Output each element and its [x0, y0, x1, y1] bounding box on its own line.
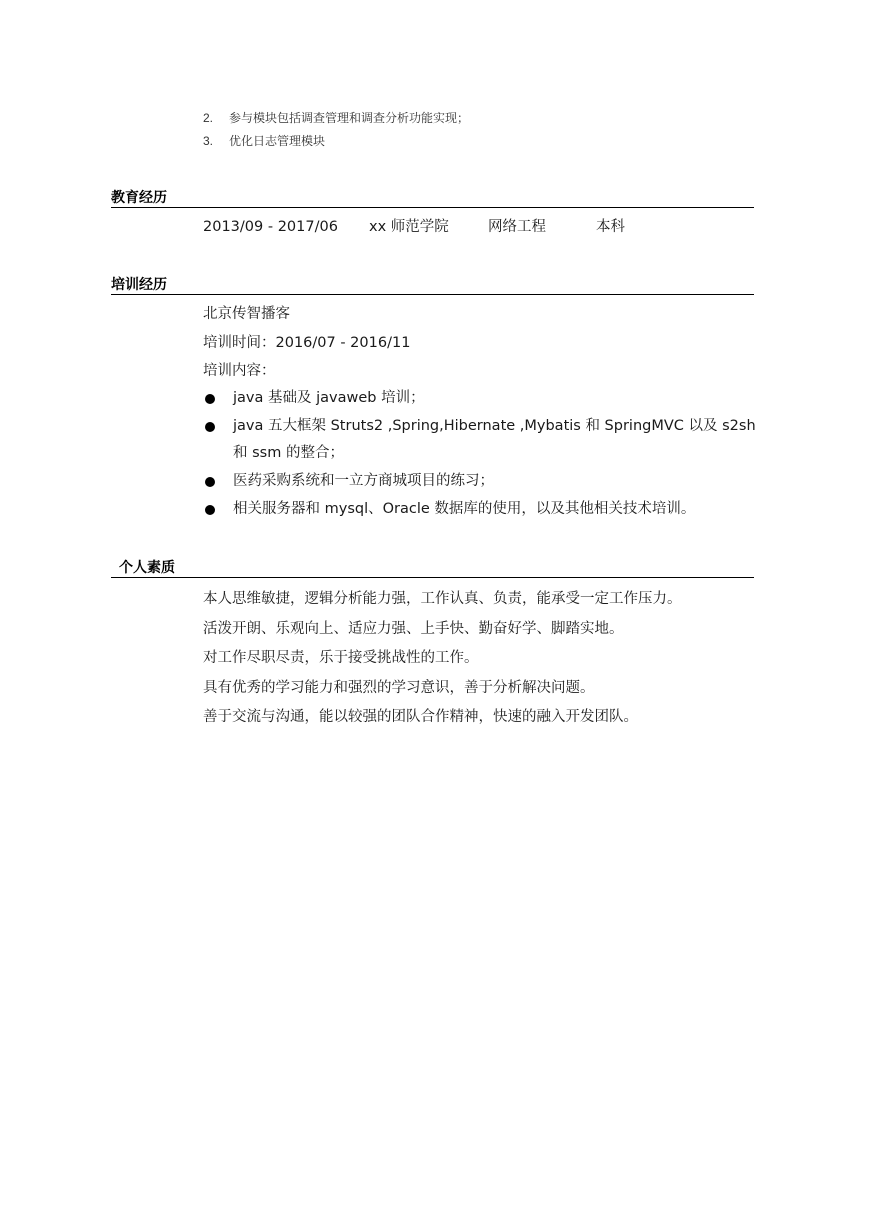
list-text: 医药采购系统和一立方商城项目的练习；	[233, 473, 494, 489]
education-school: xx 师范学院	[369, 219, 449, 235]
training-content-list	[203, 385, 763, 524]
bullet-icon	[205, 422, 215, 432]
training-org: 北京传智播客	[203, 306, 290, 322]
list-text: 优化日志管理模块	[229, 134, 326, 148]
list-text: 参与模块包括调查管理和调查分析功能实现；	[229, 111, 470, 125]
quality-line: 具有优秀的学习能力和强烈的学习意识，善于分析解决问题。	[203, 679, 595, 696]
training-time: 培训时间：2016/07 - 2016/11	[203, 334, 411, 351]
quality-section-header	[111, 557, 754, 578]
training-section-header	[111, 274, 754, 295]
quality-line: 活泼开朗、乐观向上、适应力强、上手快、勤奋好学、脚踏实地。	[203, 620, 624, 637]
list-item	[203, 496, 763, 523]
section-title: 教育经历	[111, 190, 167, 206]
education-degree: 本科	[596, 219, 625, 235]
list-text: 相关服务器和 mysql、Oracle 数据库的使用，以及其他相关技术培训。	[233, 501, 696, 517]
list-text: java 五大框架 Struts2 ,Spring,Hibernate ,Mybatis 和 SpringMVC 以及 s2sh 和 ssm 的整合；	[233, 418, 756, 461]
bullet-icon	[205, 477, 215, 487]
quality-block	[203, 585, 763, 733]
bullet-icon	[205, 505, 215, 515]
list-item	[203, 385, 763, 412]
education-section-header	[111, 187, 754, 208]
list-text: java 基础及 javaweb 培训；	[233, 390, 425, 406]
education-period: 2013/09 - 2017/06	[203, 219, 338, 235]
list-item	[203, 130, 469, 153]
section-title: 培训经历	[111, 277, 167, 293]
quality-line: 对工作尽职尽责，乐于接受挑战性的工作。	[203, 650, 479, 666]
list-item	[203, 468, 763, 495]
list-number: 3.	[203, 134, 214, 148]
training-block	[203, 300, 763, 517]
quality-line: 善于交流与沟通，能以较强的团队合作精神，快速的融入开发团队。	[203, 709, 638, 725]
education-major: 网络工程	[488, 219, 546, 235]
list-item	[203, 107, 469, 130]
training-content-label: 培训内容：	[203, 363, 276, 379]
section-title: 个人素质	[119, 560, 175, 576]
list-item	[203, 413, 763, 467]
project-task-list	[203, 107, 469, 153]
list-number: 2.	[203, 111, 214, 125]
bullet-icon	[205, 394, 215, 404]
quality-line: 本人思维敏捷，逻辑分析能力强，工作认真、负责，能承受一定工作压力。	[203, 591, 682, 607]
